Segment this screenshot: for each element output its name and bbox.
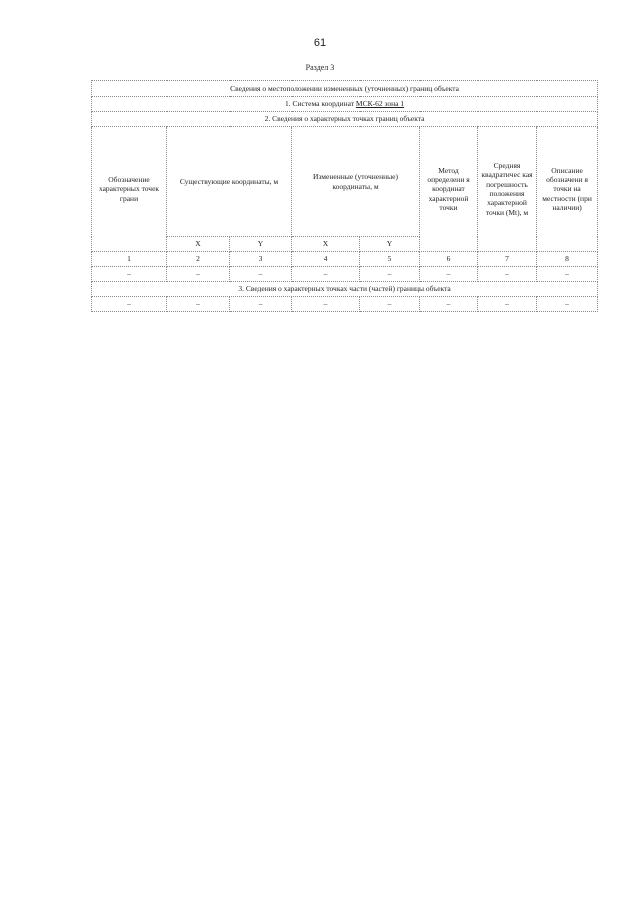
- header-row: [92, 127, 598, 237]
- boundary-table: [91, 80, 598, 312]
- table-cell: –: [360, 297, 420, 312]
- table-cell: –: [537, 297, 598, 312]
- table-cell: –: [478, 297, 537, 312]
- table-row: [92, 267, 598, 282]
- header-point-designation: Обозначение характерных точек грани: [92, 127, 167, 252]
- column-number: 7: [478, 252, 537, 267]
- table-row: [92, 297, 598, 312]
- coord-system-row: [92, 97, 598, 112]
- parts-title-row: [92, 282, 598, 297]
- table-cell: –: [167, 297, 230, 312]
- subheader-existing-x: X: [167, 237, 230, 252]
- header-method: Метод определени я координат характерной точки: [420, 127, 478, 252]
- table-cell: –: [92, 267, 167, 282]
- column-number: 1: [92, 252, 167, 267]
- table-cell: –: [167, 267, 230, 282]
- table-cell: –: [92, 297, 167, 312]
- page-number: 61: [313, 37, 327, 49]
- column-numbers-row: [92, 252, 598, 267]
- coord-system-value: МСК-62 зона 1: [355, 99, 405, 109]
- table-caption: Сведения о местоположении измененных (уточненных) границ объекта: [92, 81, 598, 97]
- column-number: 2: [167, 252, 230, 267]
- table-cell: –: [230, 267, 292, 282]
- subheader-changed-y: Y: [360, 237, 420, 252]
- table-cell: –: [292, 267, 360, 282]
- header-description: Описание обозначени я точки на местности (при наличии): [537, 127, 598, 252]
- table-cell: –: [478, 267, 537, 282]
- column-number: 5: [360, 252, 420, 267]
- header-changed-coords: Измененные (уточненные) координаты, м: [292, 127, 420, 237]
- section-title: Раздел 3: [305, 63, 335, 72]
- header-existing-coords: Существующие координаты, м: [167, 127, 292, 237]
- boundary-points-title-row: [92, 112, 598, 127]
- caption-row: [92, 81, 598, 97]
- column-number: 6: [420, 252, 478, 267]
- subheader-changed-x: X: [292, 237, 360, 252]
- column-number: 8: [537, 252, 598, 267]
- parts-title: 3. Сведения о характерных точках части (частей) границы объекта: [92, 282, 598, 297]
- header-mean-error: Средняя квадратичес кая погрешность положения характерной точки (Мt), м: [478, 127, 537, 252]
- table-cell: –: [420, 297, 478, 312]
- table-cell: –: [360, 267, 420, 282]
- coord-system-label: 1. Система координат: [285, 99, 356, 109]
- table-cell: –: [537, 267, 598, 282]
- table-cell: –: [230, 297, 292, 312]
- coord-system-cell: [92, 97, 598, 112]
- table-cell: –: [292, 297, 360, 312]
- column-number: 4: [292, 252, 360, 267]
- table-cell: –: [420, 267, 478, 282]
- column-number: 3: [230, 252, 292, 267]
- boundary-points-title: 2. Сведения о характерных точках границ объекта: [92, 112, 598, 127]
- subheader-existing-y: Y: [230, 237, 292, 252]
